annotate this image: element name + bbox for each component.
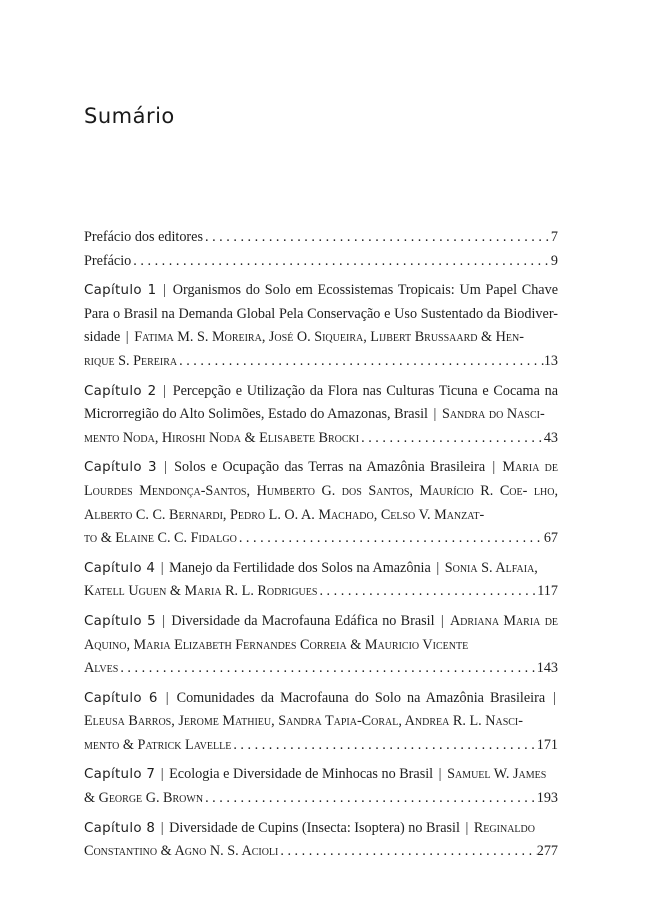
- toc-entry-chapter[interactable]: [84, 380, 558, 451]
- toc-entry-front-matter[interactable]: [84, 226, 558, 250]
- chapter-authors: Sonia S. Alfaia,: [444, 559, 538, 576]
- toc-front-matter-line: [84, 250, 558, 274]
- chapter-last-line-text: mento Noda, Hiroshi Noda & Elisabete Brocki: [84, 429, 360, 446]
- chapter-title: Comunidades da Macrofauna do Solo na Amazônia Brasileira: [176, 689, 546, 706]
- dot-leader: [118, 657, 536, 681]
- chapter-last-line-text: & George G. Brown: [84, 790, 204, 807]
- chapter-last-line: [84, 840, 558, 864]
- chapter-last-line-text: to & Elaine C. C. Fidalgo: [84, 530, 237, 547]
- chapter-last-line: [84, 427, 558, 451]
- toc-entry-chapter[interactable]: [84, 817, 558, 864]
- chapter-title: Percepção e Utilização da Flora nas Culturas Ticuna e Cocama na: [172, 382, 559, 399]
- dot-leader: [203, 787, 537, 811]
- chapter-text: [84, 763, 558, 787]
- page-number: 117: [537, 583, 558, 600]
- toc-entry-chapter[interactable]: [84, 456, 558, 550]
- chapter-label: Capítulo 6: [84, 690, 158, 706]
- separator: |: [157, 559, 168, 576]
- page-number: 193: [536, 790, 558, 807]
- chapter-authors: Eleusa Barros, Jerome Mathieu, Sandra Tapia-Coral, Andrea R. L. Nasci-: [84, 713, 523, 730]
- chapter-text: [84, 279, 558, 350]
- chapter-last-line-text: rique S. Pereira: [84, 352, 178, 369]
- chapter-last-line: [84, 787, 558, 811]
- dot-leader: [203, 226, 551, 250]
- separator: |: [157, 819, 168, 836]
- chapter-authors: Reginaldo: [473, 819, 535, 836]
- dot-leader: [231, 734, 536, 758]
- page-number: 7: [550, 229, 558, 245]
- page-number: 43: [543, 429, 558, 446]
- chapter-title: sidade: [84, 329, 121, 346]
- chapter-label: Capítulo 3: [84, 460, 157, 476]
- chapter-authors: Sandra do Nasci-: [441, 406, 545, 423]
- dot-leader: [359, 427, 544, 451]
- dot-leader: [131, 250, 551, 274]
- chapter-text: [84, 817, 558, 841]
- page-number: 277: [536, 843, 558, 860]
- toc-entry-chapter[interactable]: [84, 279, 558, 373]
- toc-front-matter-line: [84, 226, 558, 250]
- chapter-authors: Adriana Maria: [449, 612, 541, 629]
- page-number: 67: [543, 530, 558, 547]
- page-number: 13: [543, 352, 558, 369]
- toc-entry-chapter[interactable]: [84, 687, 558, 758]
- toc-entry-front-matter[interactable]: [84, 250, 558, 274]
- chapter-label: Capítulo 2: [84, 383, 157, 399]
- chapter-last-line-text: mento & Patrick Lavelle: [84, 736, 232, 753]
- dot-leader: [237, 527, 544, 551]
- toc-entry-chapter[interactable]: [84, 763, 558, 810]
- separator: |: [461, 819, 472, 836]
- chapter-last-line: [84, 350, 558, 374]
- chapter-authors: Samuel W. James: [447, 766, 547, 783]
- dot-leader: [317, 580, 537, 604]
- chapter-text: [84, 557, 558, 581]
- toc-entry-chapter[interactable]: [84, 557, 558, 604]
- separator: |: [487, 459, 501, 476]
- chapter-text: [84, 687, 558, 734]
- chapter-authors: de Aquino, Maria Elizabeth Fernandes Correia & Mauricio Vicente: [84, 612, 559, 653]
- chapter-last-line: [84, 527, 558, 551]
- separator: |: [158, 282, 171, 299]
- chapter-title: Microrregião do Alto Solimões, Estado do Amazonas, Brasil: [84, 406, 428, 423]
- chapter-text: [84, 456, 558, 527]
- separator: |: [158, 382, 171, 399]
- page-title: Sumário: [84, 104, 175, 128]
- chapter-last-line-text: Constantino & Agno N. S. Acioli: [84, 843, 279, 860]
- table-of-contents: [84, 226, 558, 864]
- separator: |: [159, 689, 175, 706]
- separator: |: [430, 406, 440, 423]
- separator: |: [122, 329, 133, 346]
- page-number: 9: [550, 252, 558, 269]
- chapter-title: Diversidade de Cupins (Insecta: Isoptera) no Brasil: [169, 819, 460, 836]
- chapter-label: Capítulo 4: [84, 560, 156, 576]
- page-number: 143: [536, 660, 558, 677]
- chapter-label: Capítulo 7: [84, 767, 156, 783]
- chapter-title: Solos e Ocupação das Terras na Amazônia Brasileira: [174, 459, 486, 476]
- chapter-label: Capítulo 1: [84, 283, 157, 299]
- chapter-label: Capítulo 5: [84, 613, 156, 629]
- separator: |: [547, 689, 557, 706]
- chapter-last-line: [84, 580, 558, 604]
- chapter-title: Manejo da Fertilidade dos Solos na Amazônia: [169, 559, 431, 576]
- chapter-authors: Maria de: [502, 459, 559, 476]
- page-number: 171: [536, 736, 558, 753]
- chapter-title: Organismos do Solo em Ecossistemas Tropicais: Um Papel Chave Para o Brasil na Demanda Global Pela Conservação e Uso Sustentado da Biodiver-: [84, 282, 558, 322]
- separator: |: [436, 612, 448, 629]
- chapter-title: Ecologia e Diversidade de Minhocas no Brasil: [169, 766, 434, 783]
- dot-leader: [278, 840, 536, 864]
- separator: |: [432, 559, 443, 576]
- chapter-text: [84, 610, 558, 657]
- chapter-last-line-text: Alves: [84, 660, 119, 677]
- separator: |: [157, 612, 170, 629]
- dot-leader: [177, 350, 544, 374]
- chapter-last-line: [84, 734, 558, 758]
- toc-front-matter-line-text: Prefácio dos editores: [84, 229, 203, 245]
- chapter-text: [84, 380, 558, 427]
- separator: |: [157, 766, 168, 783]
- toc-entry-chapter[interactable]: [84, 610, 558, 681]
- chapter-authors: Lourdes Mendonça-Santos, Humberto G. dos Santos, Maurício R. Coe- lho, Alberto C. C. Bernardi, Pedro L. O. A. Machado, Celso V. Manzat-: [84, 482, 558, 523]
- chapter-title: Diversidade da Macrofauna Edáfica no Brasil: [171, 612, 435, 629]
- chapter-last-line: [84, 657, 558, 681]
- chapter-label: Capítulo 8: [84, 820, 156, 836]
- chapter-last-line-text: Katell Uguen & Maria R. L. Rodrigues: [84, 583, 318, 600]
- toc-front-matter-line-text: Prefácio: [84, 252, 132, 269]
- separator: |: [435, 766, 446, 783]
- separator: |: [158, 459, 173, 476]
- chapter-authors: Fatima M. S. Moreira, José O. Siqueira, Lijbert Brussaard & Hen-: [134, 329, 524, 346]
